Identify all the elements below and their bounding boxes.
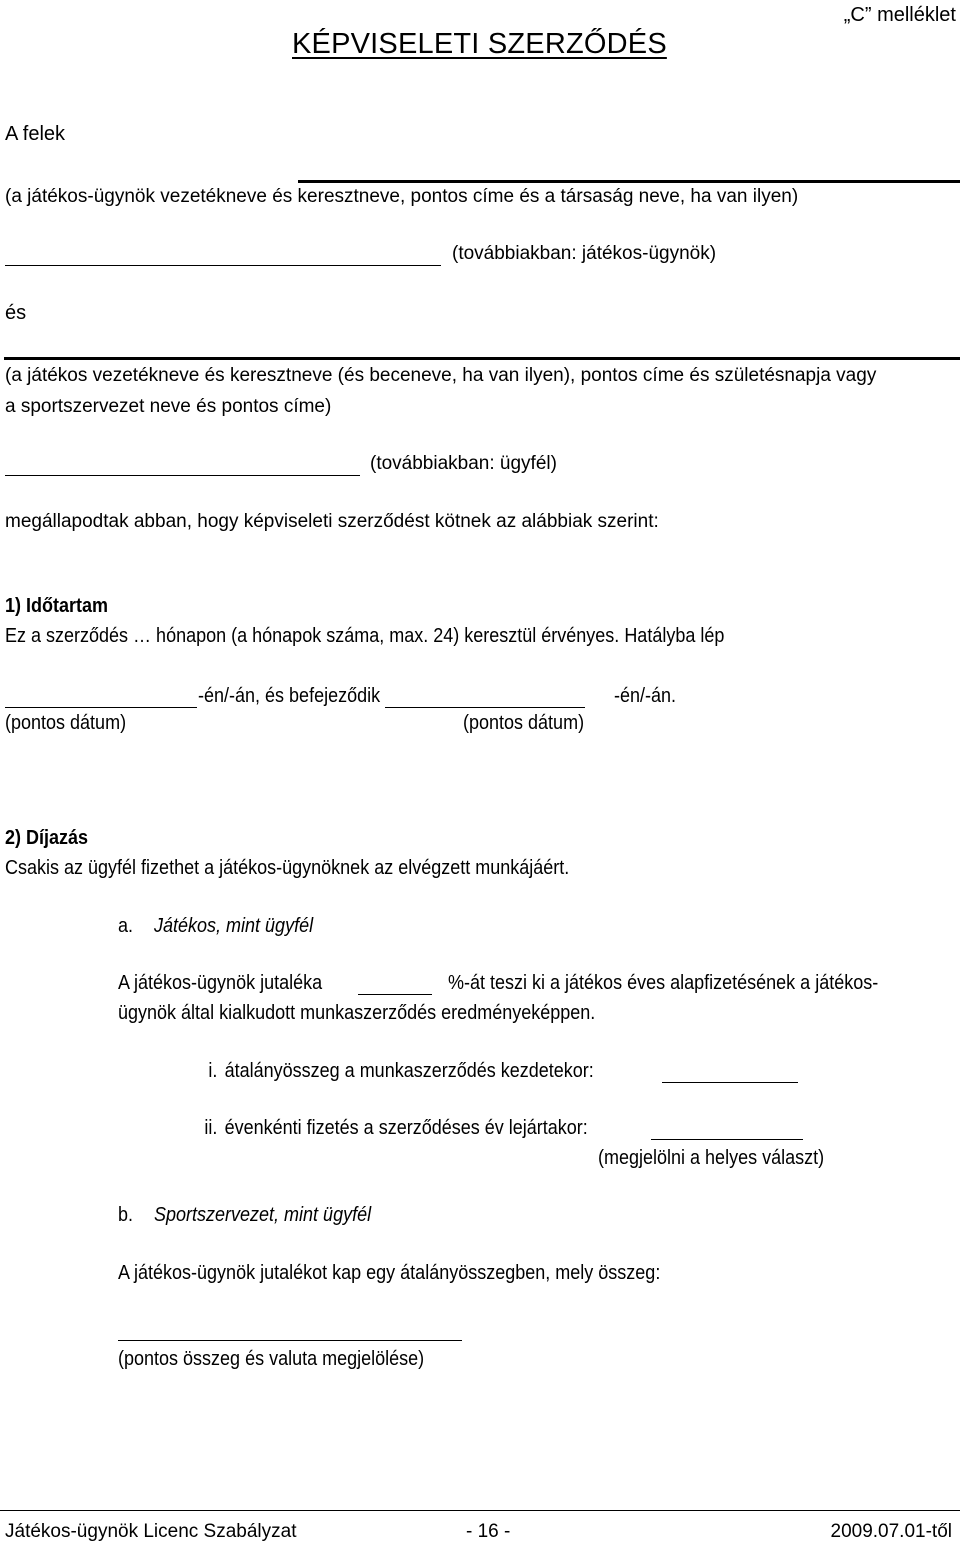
- footer-divider: [0, 1510, 960, 1511]
- client-alias-line: [5, 475, 360, 476]
- parties-heading: A felek: [5, 123, 66, 145]
- subsection-b-label: b.: [118, 1204, 134, 1226]
- choice-note: (megjelölni a helyes választ): [598, 1147, 825, 1169]
- amount-caption: (pontos összeg és valuta megjelölése): [118, 1348, 425, 1370]
- subsection-b-title: [118, 1204, 371, 1227]
- agent-fill-line: [298, 180, 960, 183]
- remuneration-intro: Csakis az ügyfél fizethet a játékos-ügynöknek az elvégzett munkájáért.: [5, 857, 570, 879]
- subsection-a-title: [118, 915, 313, 938]
- agent-alias: (továbbiakban: játékos-ügynök): [452, 243, 717, 264]
- amount-fill-line: [118, 1340, 462, 1341]
- option-i-label: i.: [208, 1060, 218, 1082]
- option-ii-text: évenkénti fizetés a szerződéses év lejártakor:: [224, 1117, 588, 1139]
- option-i-text: átalányösszeg a munkaszerződés kezdetekor:: [224, 1060, 594, 1082]
- commission-text-2: ügynök által kialkudott munkaszerződés eredményeképpen.: [118, 1002, 596, 1024]
- annex-label: „C” melléklet: [843, 4, 956, 26]
- club-commission-text: A játékos-ügynök jutalékot kap egy átalányösszegben, mely összeg:: [118, 1262, 661, 1284]
- footer-left: Játékos-ügynök Licenc Szabályzat: [5, 1521, 297, 1542]
- commission-text-1a: A játékos-ügynök jutaléka: [118, 972, 323, 994]
- document-title: KÉPVISELETI SZERZŐDÉS: [292, 28, 667, 60]
- subsection-a-heading: Játékos, mint ügyfél: [154, 915, 314, 937]
- commission-percent-line: [358, 994, 432, 995]
- option-ii-fill-line: [651, 1139, 803, 1140]
- section1-heading: 1) Időtartam: [5, 595, 109, 617]
- client-alias: (továbbiakban: ügyfél): [370, 453, 557, 474]
- subsection-a-label: a.: [118, 915, 134, 937]
- subsection-b-heading: Sportszervezet, mint ügyfél: [154, 1204, 372, 1226]
- end-date-line: [385, 707, 585, 708]
- option-ii-label: ii.: [204, 1117, 218, 1139]
- start-date-caption: (pontos dátum): [5, 712, 127, 734]
- start-date-line: [5, 707, 197, 708]
- player-fill-line: [4, 357, 960, 360]
- option-i: [185, 1060, 594, 1083]
- agreement-sentence: megállapodtak abban, hogy képviseleti szerződést kötnek az alábbiak szerint:: [5, 511, 659, 532]
- commission-text-1b: %-át teszi ki a játékos éves alapfizetésének a játékos-: [448, 972, 879, 994]
- agent-description: (a játékos-ügynök vezetékneve és keresztneve, pontos címe és a társaság neve, ha van ilyen): [5, 186, 799, 207]
- agent-alias-line: [5, 265, 441, 266]
- player-description-1: (a játékos vezetékneve és keresztneve (és beceneve, ha van ilyen), pontos címe és születésnapja vagy: [5, 365, 877, 386]
- start-date-suffix: -én/-án, és befejeződik: [198, 685, 381, 707]
- option-i-fill-line: [662, 1082, 798, 1083]
- end-date-suffix: -én/-án.: [614, 685, 677, 707]
- duration-sentence: Ez a szerződés … hónapon (a hónapok száma, max. 24) keresztül érvényes. Hatályba lép: [5, 625, 725, 647]
- and-conjunction: és: [5, 302, 27, 324]
- footer-page-number: - 16 -: [466, 1521, 511, 1542]
- footer-date: 2009.07.01-től: [830, 1521, 952, 1542]
- end-date-caption: (pontos dátum): [463, 712, 585, 734]
- player-description-2: a sportszervezet neve és pontos címe): [5, 396, 332, 417]
- section2-heading: 2) Díjazás: [5, 827, 89, 849]
- option-ii: [185, 1117, 588, 1140]
